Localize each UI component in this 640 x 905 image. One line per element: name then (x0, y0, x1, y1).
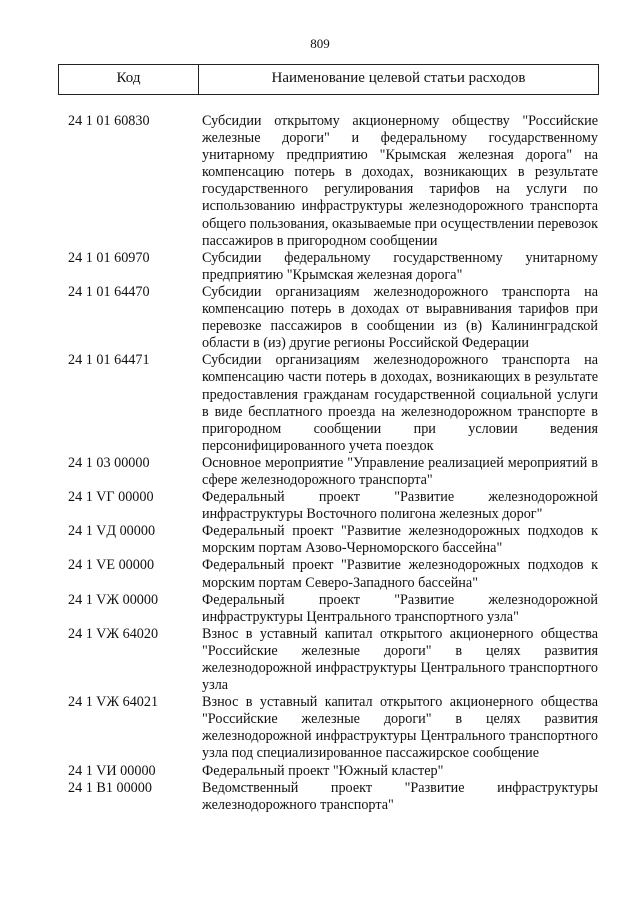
list-item (68, 694, 598, 762)
entry-code: 24 1 01 60970 (68, 249, 150, 266)
list-item (68, 352, 598, 455)
entry-name: Федеральный проект "Южный кластер" (202, 762, 444, 779)
entry-name: Взнос в уставный капитал открытого акционерного общества "Российские железные дороги" в целях развития железнодорожной инфраструктуры Центрального транспортного узла под специализированное пассажирское сообщение (202, 694, 598, 762)
list-item (68, 780, 598, 814)
list-item (68, 113, 598, 250)
entry-code: 24 1 03 00000 (68, 454, 150, 471)
entry-code: 24 1 VЖ 64021 (68, 694, 159, 711)
entry-code: 24 1 В1 00000 (68, 779, 152, 796)
entry-name: Федеральный проект "Развитие железнодорожной инфраструктуры Восточного полигона железных дорог" (202, 489, 598, 523)
header-name: Наименование целевой статьи расходов (271, 70, 526, 86)
entry-code: 24 1 01 60830 (68, 113, 150, 129)
entries-list (68, 113, 598, 814)
header-code: Код (59, 65, 199, 94)
entry-name: Федеральный проект "Развитие железнодорожных подходов к морским портам Северо-Западного бассейна" (202, 557, 598, 591)
list-item (68, 626, 598, 694)
entry-code: 24 1 VД 00000 (68, 523, 156, 540)
entry-name: Ведомственный проект "Развитие инфраструктуры железнодорожного транспорта" (202, 779, 598, 813)
list-item (68, 523, 598, 557)
entry-code: 24 1 01 64471 (68, 352, 150, 369)
list-item (68, 284, 598, 352)
entry-name: Федеральный проект "Развитие железнодорожной инфраструктуры Центрального транспортного узла" (202, 591, 598, 625)
list-item (68, 455, 598, 489)
entry-code: 24 1 01 64470 (68, 283, 150, 300)
entry-name: Субсидии федеральному государственному унитарному предприятию "Крымская железная дорога" (202, 249, 598, 283)
entry-code: 24 1 VЖ 64020 (68, 625, 159, 642)
page-number: 809 (310, 36, 330, 51)
entry-code: 24 1 VИ 00000 (68, 762, 156, 779)
entry-code: 24 1 VЖ 00000 (68, 591, 159, 608)
entry-name: Взнос в уставный капитал открытого акционерного общества "Российские железные дороги" в целях развития железнодорожной инфраструктуры Центрального транспортного узла (202, 625, 598, 694)
list-item (68, 250, 598, 284)
list-item (68, 557, 598, 591)
list-item (68, 489, 598, 523)
entry-name: Федеральный проект "Развитие железнодорожных подходов к морским портам Азово-Черноморского бассейна" (202, 523, 598, 557)
entry-name: Субсидии организациям железнодорожного транспорта на компенсацию потерь в доходах от выравнивания тарифов при перевозке пассажиров в сообщении из (в) Калининградской области в (из) другие регионы Российской Федерации (202, 283, 598, 352)
list-item (68, 592, 598, 626)
table-header (58, 64, 599, 95)
entry-name: Субсидии открытому акционерному обществу "Российские железные дороги" и федеральному государственному унитарному предприятию "Крымская железная дорога" на компенсацию потерь в доходах, возникающих в результате государственного регулирования тарифов на услуги по использованию инфраструктуры железнодорожного транспорта общего пользования, оказываемые при осуществлении перевозок пассажиров в пригородном сообщении (202, 113, 598, 249)
list-item (68, 763, 598, 780)
entry-code: 24 1 VE 00000 (68, 557, 155, 574)
entry-code: 24 1 VГ 00000 (68, 489, 154, 506)
entry-name: Субсидии организациям железнодорожного транспорта на компенсацию части потерь в доходах, возникающих в результате предоставления гражданам государственной социальной услуги в виде бесплатного проезда на железнодорожном транспорте в пригородном сообщении при условии ведения персонифицированного учета поездок (202, 352, 598, 454)
entry-name: Основное мероприятие "Управление реализацией мероприятий в сфере железнодорожного транспорта" (202, 454, 598, 488)
